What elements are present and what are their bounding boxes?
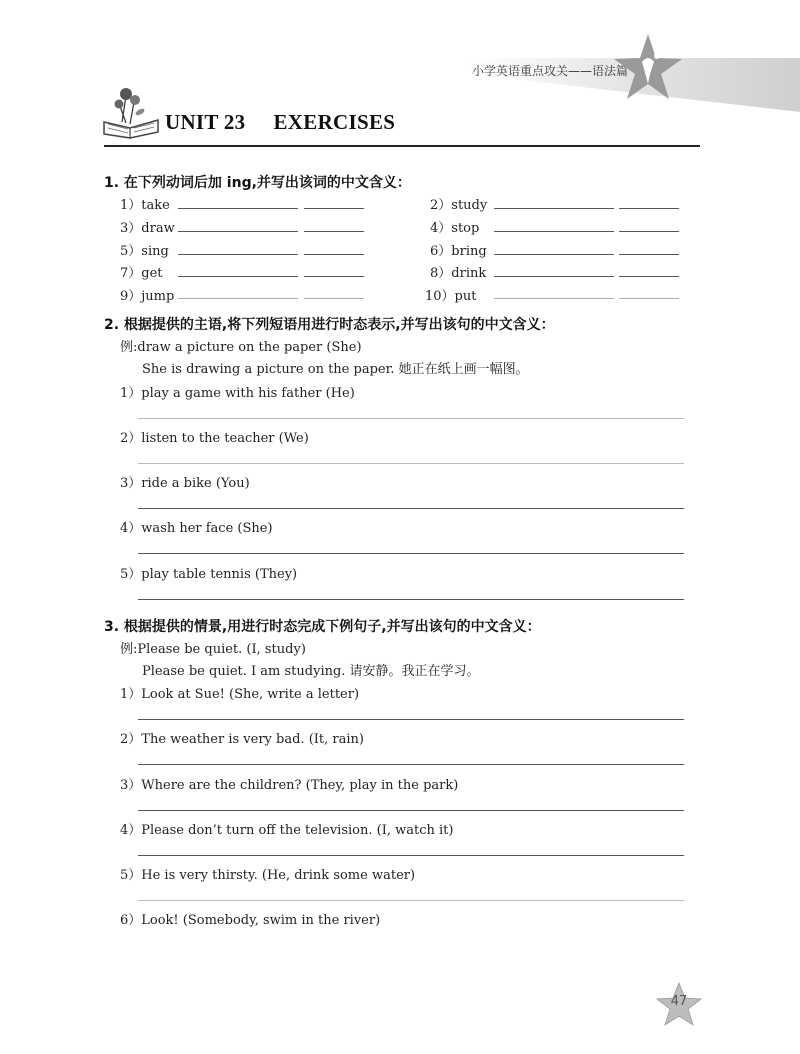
q1-meaning-blank[interactable] [304, 254, 364, 255]
q1-item-1: 1）take [120, 198, 170, 213]
q1-item-10: 10）put [425, 289, 477, 304]
q3-heading: 3. 根据提供的情景,用进行时态完成下例句子,并写出该句的中文含义： [104, 619, 541, 635]
q2-answer-line[interactable] [138, 553, 684, 554]
q1-meaning-blank[interactable] [619, 276, 679, 277]
q2-answer-line[interactable] [138, 463, 684, 464]
q1-meaning-blank[interactable] [619, 254, 679, 255]
q1-ing-blank[interactable] [494, 298, 614, 299]
q1-ing-blank[interactable] [494, 254, 614, 255]
q1-meaning-blank[interactable] [304, 231, 364, 232]
q1-meaning-blank[interactable] [304, 298, 364, 299]
q1-ing-blank[interactable] [494, 208, 614, 209]
q3-answer-line[interactable] [138, 810, 684, 811]
q1-item-8: 8）drink [430, 266, 487, 281]
q1-item-7: 7）get [120, 266, 163, 281]
q3-item-5: 5）He is very thirsty. (He, drink some water) [120, 868, 416, 883]
q2-answer-line[interactable] [138, 599, 684, 600]
title-divider [104, 145, 700, 147]
q2-example-prompt: 例:draw a picture on the paper (She) [120, 340, 362, 355]
q1-meaning-blank[interactable] [304, 276, 364, 277]
q1-ing-blank[interactable] [494, 276, 614, 277]
q3-answer-line[interactable] [138, 855, 684, 856]
q2-answer-line[interactable] [138, 418, 684, 419]
q3-item-2: 2）The weather is very bad. (It, rain) [120, 732, 364, 747]
q1-item-5: 5）sing [120, 244, 169, 259]
q1-ing-blank[interactable] [178, 276, 298, 277]
q3-item-6: 6）Look! (Somebody, swim in the river) [120, 913, 381, 928]
q1-item-4: 4）stop [430, 221, 480, 236]
q2-item-2: 2）listen to the teacher (We) [120, 431, 309, 446]
unit-label: UNIT 23 [165, 110, 246, 134]
q1-item-3: 3）draw [120, 221, 175, 236]
q3-example-answer: Please be quiet. I am studying. 请安静。我正在学习。 [142, 664, 480, 679]
exercises-label: EXERCISES [273, 110, 396, 134]
q1-meaning-blank[interactable] [619, 208, 679, 209]
q2-answer-line[interactable] [138, 508, 684, 509]
q1-ing-blank[interactable] [178, 231, 298, 232]
q3-answer-line[interactable] [138, 719, 684, 720]
q1-item-9: 9）jump [120, 289, 175, 304]
q1-meaning-blank[interactable] [619, 231, 679, 232]
q2-item-3: 3）ride a bike (You) [120, 476, 250, 491]
series-title: 小学英语重点攻关——语法篇 [472, 64, 629, 78]
q1-item-6: 6）bring [430, 244, 487, 259]
q2-item-4: 4）wash her face (She) [120, 521, 273, 536]
q3-item-1: 1）Look at Sue! (She, write a letter) [120, 687, 360, 702]
q3-answer-line[interactable] [138, 764, 684, 765]
q2-item-5: 5）play table tennis (They) [120, 567, 298, 582]
q1-meaning-blank[interactable] [304, 208, 364, 209]
star-emblem-icon [612, 32, 684, 102]
q3-item-4: 4）Please don’t turn off the television. (I, watch it) [120, 823, 454, 838]
q2-heading: 2. 根据提供的主语,将下列短语用进行时态表示,并写出该句的中文含义： [104, 317, 555, 333]
q3-answer-line[interactable] [138, 900, 684, 901]
book-flowers-icon [100, 82, 162, 140]
q2-example-answer: She is drawing a picture on the paper. 她正在纸上画一幅图。 [142, 362, 529, 377]
q2-item-1: 1）play a game with his father (He) [120, 386, 355, 401]
q1-ing-blank[interactable] [178, 254, 298, 255]
q1-item-2: 2）study [430, 198, 488, 213]
q1-ing-blank[interactable] [178, 208, 298, 209]
q3-item-3: 3）Where are the children? (They, play in the park) [120, 778, 459, 793]
q1-ing-blank[interactable] [178, 298, 298, 299]
q3-example-prompt: 例:Please be quiet. (I, study) [120, 642, 306, 657]
page-number: 47 [670, 994, 688, 1009]
q1-heading: 1. 在下列动词后加 ing,并写出该词的中文含义： [104, 175, 411, 191]
page-title [165, 110, 395, 135]
q1-ing-blank[interactable] [494, 231, 614, 232]
q1-meaning-blank[interactable] [619, 298, 679, 299]
